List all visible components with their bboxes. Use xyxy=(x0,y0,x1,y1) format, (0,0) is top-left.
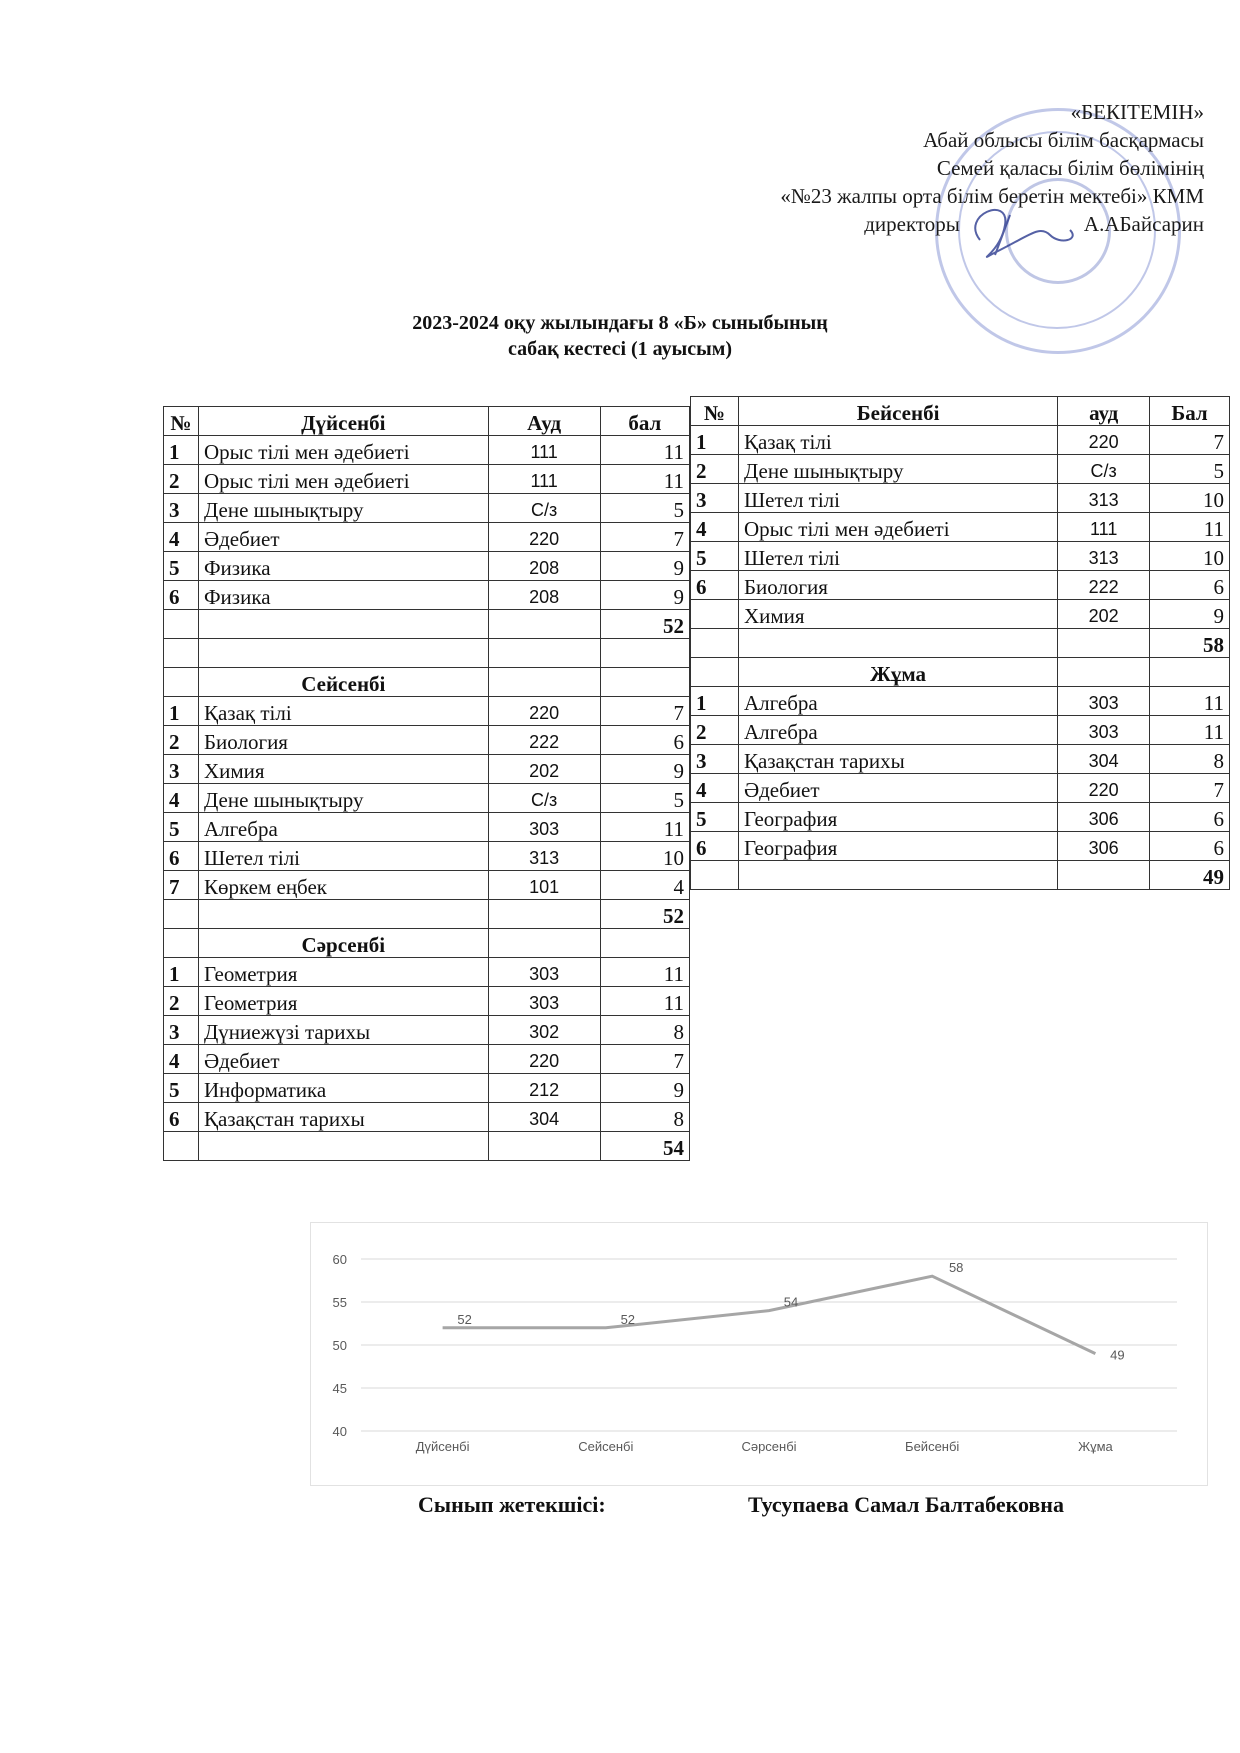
room: С/з xyxy=(488,494,600,523)
data-label: 52 xyxy=(457,1311,472,1327)
subject: Химия xyxy=(198,755,488,784)
table-row xyxy=(164,697,690,726)
subject: Қазақ тілі xyxy=(198,697,488,726)
table-row xyxy=(164,552,690,581)
lesson-number: 2 xyxy=(691,716,739,745)
table-header-row xyxy=(691,397,1230,426)
room: 303 xyxy=(488,813,600,842)
y-tick-label: 40 xyxy=(332,1424,347,1439)
table-row xyxy=(164,726,690,755)
table-row xyxy=(164,494,690,523)
room: 304 xyxy=(1058,745,1150,774)
lesson-number: 3 xyxy=(691,484,739,513)
room: 101 xyxy=(488,871,600,900)
points: 7 xyxy=(600,1045,689,1074)
table-row xyxy=(691,629,1230,658)
series-line xyxy=(443,1276,1096,1353)
weekly-points-chart xyxy=(310,1222,1208,1486)
approval-line-5 xyxy=(584,210,1204,238)
room: 220 xyxy=(488,523,600,552)
room: 313 xyxy=(1058,484,1150,513)
data-label: 54 xyxy=(783,1294,799,1310)
table-row xyxy=(164,436,690,465)
subject: Шетел тілі xyxy=(738,484,1057,513)
points: 11 xyxy=(600,987,689,1016)
table-row xyxy=(164,900,690,929)
room: 220 xyxy=(488,1045,600,1074)
room: 303 xyxy=(488,987,600,1016)
room: 306 xyxy=(1058,803,1150,832)
header-aud: ауд xyxy=(1058,397,1150,426)
points: 5 xyxy=(1150,455,1230,484)
friday-lessons xyxy=(691,687,1230,861)
lesson-number: 3 xyxy=(691,745,739,774)
schedule-title: 2023-2024 оқу жылындағы 8 «Б» сыныбының xyxy=(412,312,828,334)
table-row xyxy=(691,832,1230,861)
schedule-table-right xyxy=(690,396,1230,890)
table-row xyxy=(691,745,1230,774)
room: 302 xyxy=(488,1016,600,1045)
table-row xyxy=(691,716,1230,745)
subject: Қазақстан тарихы xyxy=(738,745,1057,774)
header-aud: Ауд xyxy=(488,407,600,436)
room: 111 xyxy=(1058,513,1150,542)
room: 208 xyxy=(488,581,600,610)
tuesday-title: Сейсенбі xyxy=(198,668,488,697)
monday-lessons xyxy=(164,436,690,610)
points: 6 xyxy=(600,726,689,755)
subject: Қазақ тілі xyxy=(738,426,1057,455)
lesson-number: 7 xyxy=(164,871,199,900)
table-row xyxy=(164,784,690,813)
room: С/з xyxy=(488,784,600,813)
lesson-number: 6 xyxy=(164,842,199,871)
x-tick-label: Жұма xyxy=(1078,1439,1113,1454)
lesson-number xyxy=(691,600,739,629)
director-label: директоры xyxy=(864,212,960,236)
y-tick-label: 60 xyxy=(332,1252,347,1267)
subject: Геометрия xyxy=(198,958,488,987)
y-tick-label: 55 xyxy=(332,1295,347,1310)
table-row xyxy=(691,455,1230,484)
lesson-number: 3 xyxy=(164,1016,199,1045)
room: 306 xyxy=(1058,832,1150,861)
table-row xyxy=(164,813,690,842)
table-row xyxy=(691,484,1230,513)
subject: Алгебра xyxy=(198,813,488,842)
lesson-number: 4 xyxy=(691,774,739,803)
wednesday-title: Сәрсенбі xyxy=(198,929,488,958)
lesson-number: 2 xyxy=(164,987,199,1016)
lesson-number: 4 xyxy=(691,513,739,542)
table-row xyxy=(691,600,1230,629)
tuesday-lessons xyxy=(164,697,690,900)
lesson-number: 4 xyxy=(164,1045,199,1074)
room: 304 xyxy=(488,1103,600,1132)
subject: Алгебра xyxy=(738,716,1057,745)
points: 6 xyxy=(1150,803,1230,832)
subject: Алгебра xyxy=(738,687,1057,716)
table-row xyxy=(691,803,1230,832)
table-row xyxy=(164,755,690,784)
room: 111 xyxy=(488,465,600,494)
lesson-number: 5 xyxy=(691,542,739,571)
subject: Әдебиет xyxy=(198,523,488,552)
lesson-number: 1 xyxy=(691,426,739,455)
points: 5 xyxy=(600,784,689,813)
table-row xyxy=(164,610,690,639)
wednesday-lessons xyxy=(164,958,690,1132)
header-bal: бал xyxy=(600,407,689,436)
table-row xyxy=(691,861,1230,890)
header-number: № xyxy=(164,407,199,436)
table-row xyxy=(164,1132,690,1161)
approval-line-2: Абай облысы білім басқармасы xyxy=(923,128,1204,152)
lesson-number: 2 xyxy=(691,455,739,484)
schedule-table-left xyxy=(163,406,690,1161)
subject: Биология xyxy=(738,571,1057,600)
points: 7 xyxy=(1150,426,1230,455)
room: 208 xyxy=(488,552,600,581)
lesson-number: 5 xyxy=(164,813,199,842)
header-bal: Бал xyxy=(1150,397,1230,426)
y-tick-label: 50 xyxy=(332,1338,347,1353)
table-row xyxy=(164,929,690,958)
points: 6 xyxy=(1150,832,1230,861)
lesson-number: 6 xyxy=(691,832,739,861)
subject: Көркем еңбек xyxy=(198,871,488,900)
table-row xyxy=(691,658,1230,687)
lesson-number: 1 xyxy=(164,697,199,726)
points: 6 xyxy=(1150,571,1230,600)
room: 202 xyxy=(488,755,600,784)
approval-heading: «БЕКІТЕМІН» xyxy=(1070,100,1204,124)
lesson-number: 6 xyxy=(164,581,199,610)
subject: Дене шынықтыру xyxy=(738,455,1057,484)
room: 222 xyxy=(488,726,600,755)
friday-title: Жұма xyxy=(738,658,1057,687)
subject: Информатика xyxy=(198,1074,488,1103)
points: 11 xyxy=(600,436,689,465)
room: 313 xyxy=(488,842,600,871)
table-row xyxy=(164,639,690,668)
table-row xyxy=(164,958,690,987)
room: 303 xyxy=(488,958,600,987)
room: 202 xyxy=(1058,600,1150,629)
subject: Химия xyxy=(738,600,1057,629)
subject: Әдебиет xyxy=(198,1045,488,1074)
points: 11 xyxy=(1150,716,1230,745)
class-teacher-name: Тусупаева Самал Балтабековна xyxy=(748,1492,1064,1517)
points: 7 xyxy=(1150,774,1230,803)
table-row xyxy=(691,542,1230,571)
points: 9 xyxy=(600,581,689,610)
lesson-number: 5 xyxy=(164,552,199,581)
points: 8 xyxy=(600,1016,689,1045)
class-teacher-label: Сынып жетекшісі: xyxy=(418,1492,606,1517)
room: 303 xyxy=(1058,716,1150,745)
room: 313 xyxy=(1058,542,1150,571)
lesson-number: 3 xyxy=(164,494,199,523)
table-row xyxy=(691,513,1230,542)
table-row xyxy=(164,1016,690,1045)
tuesday-total: 52 xyxy=(600,900,689,929)
table-row xyxy=(164,465,690,494)
subject: География xyxy=(738,803,1057,832)
room: 303 xyxy=(1058,687,1150,716)
room: 220 xyxy=(1058,426,1150,455)
lesson-number: 1 xyxy=(691,687,739,716)
header-monday: Дүйсенбі xyxy=(198,407,488,436)
points: 10 xyxy=(600,842,689,871)
subject: Дүниежүзі тарихы xyxy=(198,1016,488,1045)
table-row xyxy=(164,842,690,871)
points: 11 xyxy=(1150,687,1230,716)
schedule-subtitle: сабақ кестесі (1 ауысым) xyxy=(507,338,733,360)
table-row xyxy=(691,426,1230,455)
header-number: № xyxy=(691,397,739,426)
lesson-number: 4 xyxy=(164,784,199,813)
subject: Дене шынықтыру xyxy=(198,494,488,523)
friday-total: 49 xyxy=(1150,861,1230,890)
subject: Орыс тілі мен әдебиеті xyxy=(198,465,488,494)
subject: География xyxy=(738,832,1057,861)
lesson-number: 6 xyxy=(691,571,739,600)
lesson-number: 4 xyxy=(164,523,199,552)
subject: Геометрия xyxy=(198,987,488,1016)
subject: Биология xyxy=(198,726,488,755)
table-row xyxy=(691,687,1230,716)
x-tick-label: Сейсенбі xyxy=(578,1439,634,1454)
thursday-lessons xyxy=(691,426,1230,629)
points: 9 xyxy=(600,755,689,784)
approval-line-3: Семей қаласы білім бөлімінің xyxy=(936,156,1204,180)
monday-total: 52 xyxy=(600,610,689,639)
points: 9 xyxy=(1150,600,1230,629)
table-row xyxy=(164,668,690,697)
table-row xyxy=(164,523,690,552)
director-signature xyxy=(950,195,1090,265)
room: 220 xyxy=(1058,774,1150,803)
subject: Орыс тілі мен әдебиеті xyxy=(738,513,1057,542)
x-tick-label: Сәрсенбі xyxy=(741,1439,797,1454)
points: 11 xyxy=(600,958,689,987)
data-label: 52 xyxy=(620,1311,636,1327)
points: 7 xyxy=(600,697,689,726)
x-tick-label: Бейсенбі xyxy=(905,1439,960,1454)
points: 10 xyxy=(1150,484,1230,513)
approval-line-4: «№23 жалпы орта білім беретін мектебі» КММ xyxy=(780,184,1204,208)
thursday-total: 58 xyxy=(1150,629,1230,658)
x-tick-label: Дүйсенбі xyxy=(415,1439,470,1454)
room: С/з xyxy=(1058,455,1150,484)
data-label: 49 xyxy=(1110,1347,1125,1363)
table-row xyxy=(691,774,1230,803)
table-row xyxy=(164,1074,690,1103)
lesson-number: 5 xyxy=(164,1074,199,1103)
subject: Физика xyxy=(198,552,488,581)
subject: Шетел тілі xyxy=(738,542,1057,571)
subject: Дене шынықтыру xyxy=(198,784,488,813)
points: 11 xyxy=(600,465,689,494)
table-row xyxy=(691,571,1230,600)
subject: Қазақстан тарихы xyxy=(198,1103,488,1132)
lesson-number: 5 xyxy=(691,803,739,832)
subject: Орыс тілі мен әдебиеті xyxy=(198,436,488,465)
points: 11 xyxy=(1150,513,1230,542)
weekly-points-chart-svg xyxy=(311,1223,1207,1485)
points: 7 xyxy=(600,523,689,552)
points: 9 xyxy=(600,1074,689,1103)
room: 222 xyxy=(1058,571,1150,600)
table-header-row xyxy=(164,407,690,436)
approval-block xyxy=(584,98,1204,238)
lesson-number: 1 xyxy=(164,436,199,465)
lesson-number: 6 xyxy=(164,1103,199,1132)
room: 111 xyxy=(488,436,600,465)
points: 8 xyxy=(600,1103,689,1132)
director-name: А.АБайсарин xyxy=(1083,212,1204,236)
table-row xyxy=(164,581,690,610)
points: 9 xyxy=(600,552,689,581)
wednesday-total: 54 xyxy=(600,1132,689,1161)
points: 11 xyxy=(600,813,689,842)
table-row xyxy=(164,1103,690,1132)
lesson-number: 2 xyxy=(164,726,199,755)
header-thursday: Бейсенбі xyxy=(738,397,1057,426)
table-row xyxy=(164,1045,690,1074)
points: 5 xyxy=(600,494,689,523)
table-row xyxy=(164,871,690,900)
lesson-number: 2 xyxy=(164,465,199,494)
points: 10 xyxy=(1150,542,1230,571)
data-label: 58 xyxy=(948,1260,964,1276)
room: 212 xyxy=(488,1074,600,1103)
points: 8 xyxy=(1150,745,1230,774)
points: 4 xyxy=(600,871,689,900)
subject: Физика xyxy=(198,581,488,610)
subject: Шетел тілі xyxy=(198,842,488,871)
y-tick-label: 45 xyxy=(332,1381,347,1396)
room: 220 xyxy=(488,697,600,726)
lesson-number: 3 xyxy=(164,755,199,784)
subject: Әдебиет xyxy=(738,774,1057,803)
lesson-number: 1 xyxy=(164,958,199,987)
table-row xyxy=(164,987,690,1016)
